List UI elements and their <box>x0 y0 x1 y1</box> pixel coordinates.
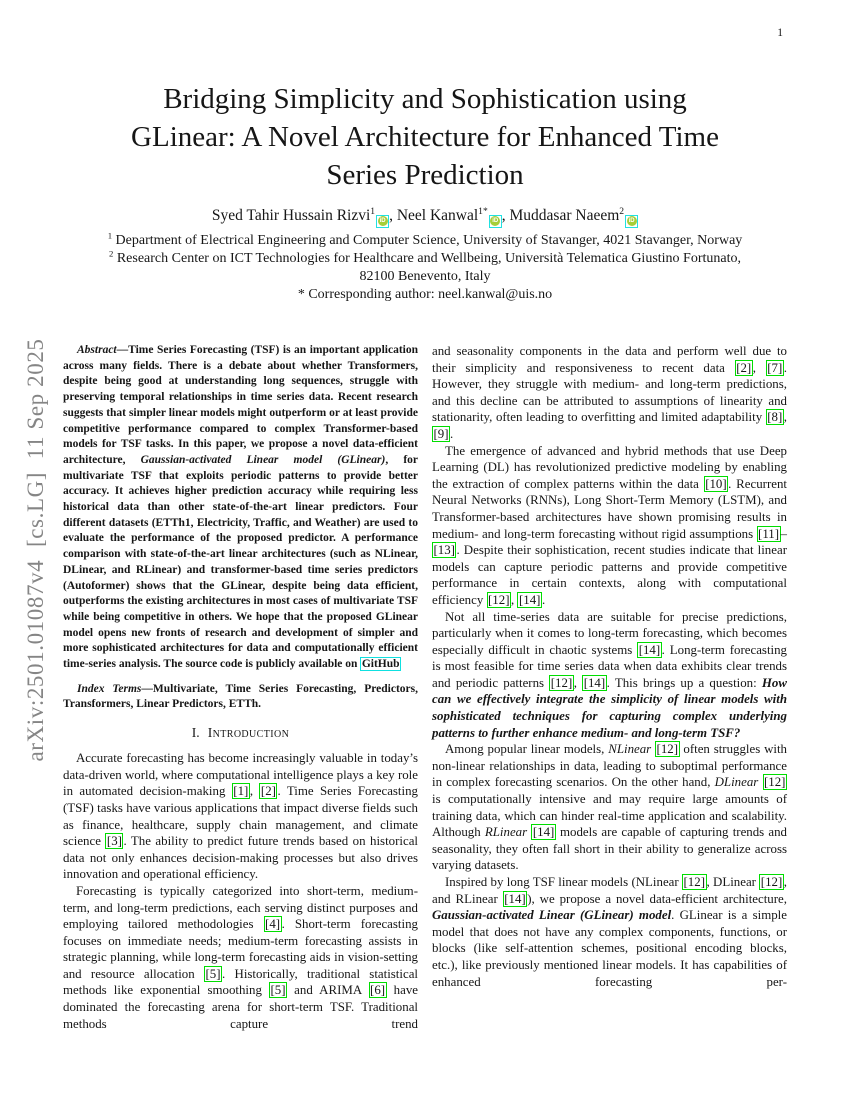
section-number: I. <box>191 725 200 741</box>
body-paragraph <box>432 443 787 609</box>
paper-header <box>63 80 787 304</box>
citation-ref[interactable]: [6] <box>370 983 386 998</box>
text-run: . However, they struggle with medium- and long-term predictions, and this decline can be attributed to assumptions of linearity and stationarity, often leading to overfitting and limited adaptability <box>432 360 788 425</box>
author-separator: , <box>501 207 510 224</box>
orcid-link[interactable] <box>625 215 638 228</box>
text-run: . Historically, traditional statistical methods like exponential smoothing <box>63 966 418 998</box>
intro-paragraph <box>63 883 418 1032</box>
text-run: . GLinear is a simple model that does not have any complex components, functions, or blocks (like self-attention schemes, positional encoding blocks, etc.), like previously mentioned linear models. It has capabilities of enhanced forecasting per- <box>432 908 787 989</box>
text-run <box>758 775 762 789</box>
two-column-body <box>63 343 787 1032</box>
text-run: . Despite their sophistication, recent studies indicate that linear models can capture periodic patterns and provide competitive performance in certain contexts, along with computational efficiency <box>432 543 787 607</box>
citation-ref[interactable]: [5] <box>270 983 286 998</box>
text-run: , for multivariate TSF that exploits periodic patterns to provide better accuracy. It achieves higher prediction accuracy while requiring less historical data than other state-of-the-art linear predictors. Four different datasets (ETTh1, Electricity, Traffic, and Weather) are used to evaluate the performance of the proposed predictor. A performance comparison with state-of-the-art linear architectures (such as NLinear, DLinear, and RLinear) and transformer-based time series predictors (Autoformer) shows that the GLinear, despite being data efficient, outperforms the existing architectures in most cases of multivariate TSF while being competitive in others. We hope that the proposed GLinear model opens new fronts of research and development of simpler and more sophisticated architectures for data and computationally efficient time-series analysis. The source code is publicly available on <box>63 453 418 671</box>
text-run: , <box>752 360 766 375</box>
citation-ref[interactable]: [14] <box>532 825 555 840</box>
text-run: , <box>783 410 787 425</box>
citation-ref[interactable]: [2] <box>260 784 276 799</box>
citation-ref[interactable]: [11] <box>758 526 780 541</box>
text-run: . <box>541 592 546 607</box>
citation-ref[interactable]: [14] <box>583 675 606 690</box>
text-run: and seasonality components in the data and perform well due to their simplicity and responsiveness to recent data <box>432 344 787 375</box>
author-name: Syed Tahir Hussain Rizvi <box>211 207 371 224</box>
affiliation-line <box>63 268 787 286</box>
title-line: GLinear: A Novel Architecture for Enhanced Time <box>131 121 719 153</box>
affiliation-line <box>63 229 787 250</box>
abstract-paragraph <box>63 343 418 673</box>
author-affmark: 1 <box>370 205 376 217</box>
citation-ref[interactable]: [12] <box>764 775 786 790</box>
text-run: Accurate forecasting has become increasingly valuable in today’s data-driven world, where computational intelligence plays a key role in automated decision-making <box>63 751 418 799</box>
author-line <box>63 207 787 228</box>
author <box>212 207 397 224</box>
index-terms-paragraph <box>63 682 418 713</box>
text-run: NLinear <box>608 742 652 757</box>
text-run: DLinear <box>714 775 759 790</box>
citation-ref[interactable]: [12] <box>683 875 705 889</box>
citation-ref[interactable]: [10] <box>705 476 727 491</box>
arxiv-watermark: arXiv:2501.01087v4 [cs.LG] 11 Sep 2025 <box>23 338 48 762</box>
text-run: and ARIMA <box>287 983 369 998</box>
affiliations <box>63 229 787 305</box>
text-run: . Time Series Forecasting (TSF) tasks have various applications that impact diverse fields such as finance, healthcare, supply chain management, and climate science <box>63 784 418 849</box>
author <box>510 207 639 224</box>
text-run: . <box>450 426 454 441</box>
left-column <box>63 343 418 1032</box>
text-run: . Long-term forecasting is most feasible for time series data when data exhibits clear trends and periodic patterns <box>432 642 787 690</box>
author-affmark: 1* <box>478 205 488 217</box>
right-column <box>432 343 787 1032</box>
corresponding-author: * Corresponding author: neel.kanwal@uis.no <box>297 287 553 303</box>
text-run: , <box>249 784 260 799</box>
section-heading-introduction <box>63 725 418 741</box>
text-run: often struggles with non-linear relationships in data, leading to suboptimal performance in complex forecasting scenarios. On the other hand, <box>432 742 787 790</box>
text-run: have dominated the forecasting arena for short-term TSF. Traditional methods capture trend <box>63 983 419 1031</box>
orcid-link[interactable] <box>489 215 502 228</box>
citation-ref[interactable]: [12] <box>550 675 573 690</box>
text-run: , and RLinear <box>432 875 788 906</box>
text-run: , <box>511 592 518 607</box>
affiliation-mark: 1 <box>107 229 113 240</box>
text-run: —Multivariate, Time Series Forecasting, Predictors, Transformers, Linear Predictors, ETTh. <box>63 682 418 711</box>
affiliation-line <box>63 286 787 304</box>
text-run: Gaussian-activated Linear model (GLinear) <box>140 453 386 466</box>
text-run: RLinear <box>484 825 528 840</box>
text-run: , DLinear <box>706 875 760 889</box>
citation-ref[interactable]: [1] <box>233 784 249 799</box>
citation-ref[interactable]: [5] <box>205 966 221 981</box>
section-title: Introduction <box>207 725 290 741</box>
github-link[interactable]: GitHub <box>361 658 400 671</box>
citation-ref[interactable]: [14] <box>504 891 526 906</box>
affiliation-text: 82100 Benevento, Italy <box>359 268 491 284</box>
text-run: The emergence of advanced and hybrid methods that use Deep Learning (DL) has revolutionized predictive modeling by enabling the extraction of complex patterns within the data <box>432 443 787 491</box>
text-run: Among popular linear models, <box>445 742 609 757</box>
citation-ref[interactable]: [12] <box>760 875 783 889</box>
citation-ref[interactable]: [14] <box>518 592 541 607</box>
text-run: . The ability to predict future trends based on historical data not only enhances decision-making processes but also drives innovation and operational efficiency. <box>63 834 418 882</box>
text-run: ), we propose a novel data-efficient architecture, <box>527 891 787 906</box>
abstract-label: Abstract <box>77 344 117 356</box>
text-run: – <box>780 526 787 541</box>
text-run: How can we effectively integrate the simplicity of linear models with sophisticated techniques for capturing complex underlying patterns to further enhance medium- and long-term TSF? <box>432 675 787 740</box>
page-number: 1 <box>777 27 783 39</box>
author-name: Muddasar Naeem <box>509 207 620 224</box>
citation-ref[interactable]: [9] <box>433 426 449 441</box>
text-run: models are capable of capturing trends and seasonality, they often fall short in their ability to generalize across varying datasets. <box>432 825 787 873</box>
affiliation-text: Research Center on ICT Technologies for Healthcare and Wellbeing, Università Telematica Giustino Fortunato, <box>116 250 741 266</box>
paper-title <box>63 80 787 194</box>
intro-paragraph <box>63 750 418 883</box>
author <box>397 207 510 224</box>
text-run: is computationally intensive and may require large amounts of training data, which can hinder real-time application and scalability. Although <box>432 792 787 840</box>
body-paragraph <box>432 343 787 443</box>
text-run: Forecasting is typically categorized into short-term, medium-term, and long-term predictions, each serving distinct purposes and employing tailored methodologies <box>63 883 418 932</box>
citation-ref[interactable]: [14] <box>638 642 661 657</box>
author-name: Neel Kanwal <box>396 207 479 224</box>
body-paragraph <box>432 741 787 874</box>
author-affmark: 2 <box>619 205 625 217</box>
text-run: . Short-term forecasting focuses on immediate needs; medium-term forecasting assists in strategic planning, while long-term forecasting aids in vision-setting and resource allocation <box>63 917 418 981</box>
affiliation-mark: 2 <box>109 248 114 259</box>
orcid-icon: iD <box>492 218 499 224</box>
title-line: Bridging Simplicity and Sophistication using <box>163 83 687 115</box>
affiliation-text: Department of Electrical Engineering and Computer Science, University of Stavanger, 4021 Stavanger, Norway <box>115 232 743 248</box>
orcid-link[interactable] <box>376 215 389 228</box>
orcid-icon: iD <box>628 218 635 224</box>
text-run: . This brings up a question: <box>606 675 762 690</box>
text-run: Not all time-series data are suitable for precise predictions, particularly when it comes to long-term forecasting, which becomes especially difficult in chaotic systems <box>432 609 787 657</box>
text-run: . Recurrent Neural Networks (RNNs), Long Short-Term Memory (LSTM), and Transformer-based architectures have shown promising results in medium- and long-term forecasting without rigid assumptions <box>432 476 788 541</box>
text-run: Inspired by long TSF linear models (NLinear <box>445 875 683 889</box>
orcid-icon: iD <box>379 218 386 224</box>
citation-ref[interactable]: [12] <box>656 742 679 757</box>
index-terms-label: Index Terms <box>77 682 142 695</box>
author-separator: , <box>389 207 397 224</box>
text-run: Gaussian-activated Linear (GLinear) model <box>432 908 672 923</box>
citation-ref[interactable]: [13] <box>433 543 455 558</box>
title-line: Series Prediction <box>326 159 524 191</box>
citation-ref[interactable]: [8] <box>767 410 783 425</box>
text-run: —Time Series Forecasting (TSF) is an important application across many fields. There is a debate about whether Transformers, despite being good at understanding long sequences, struggle with preserving temporal relationships in time series data. Recent research suggests that simpler linear models might outperform or at least provide competitive performance compared to complex Transformer-based models for TSF tasks. In this paper, we propose a novel data-efficient architecture, <box>63 344 418 466</box>
affiliation-line <box>63 250 787 268</box>
body-paragraph <box>432 874 787 990</box>
citation-ref[interactable]: [12] <box>488 592 510 607</box>
citation-ref[interactable]: [7] <box>767 360 783 375</box>
text-run: , <box>573 675 583 690</box>
citation-ref[interactable]: [4] <box>265 917 281 932</box>
citation-ref[interactable]: [2] <box>736 360 752 375</box>
citation-ref[interactable]: [3] <box>106 834 122 849</box>
body-paragraph <box>432 609 787 742</box>
